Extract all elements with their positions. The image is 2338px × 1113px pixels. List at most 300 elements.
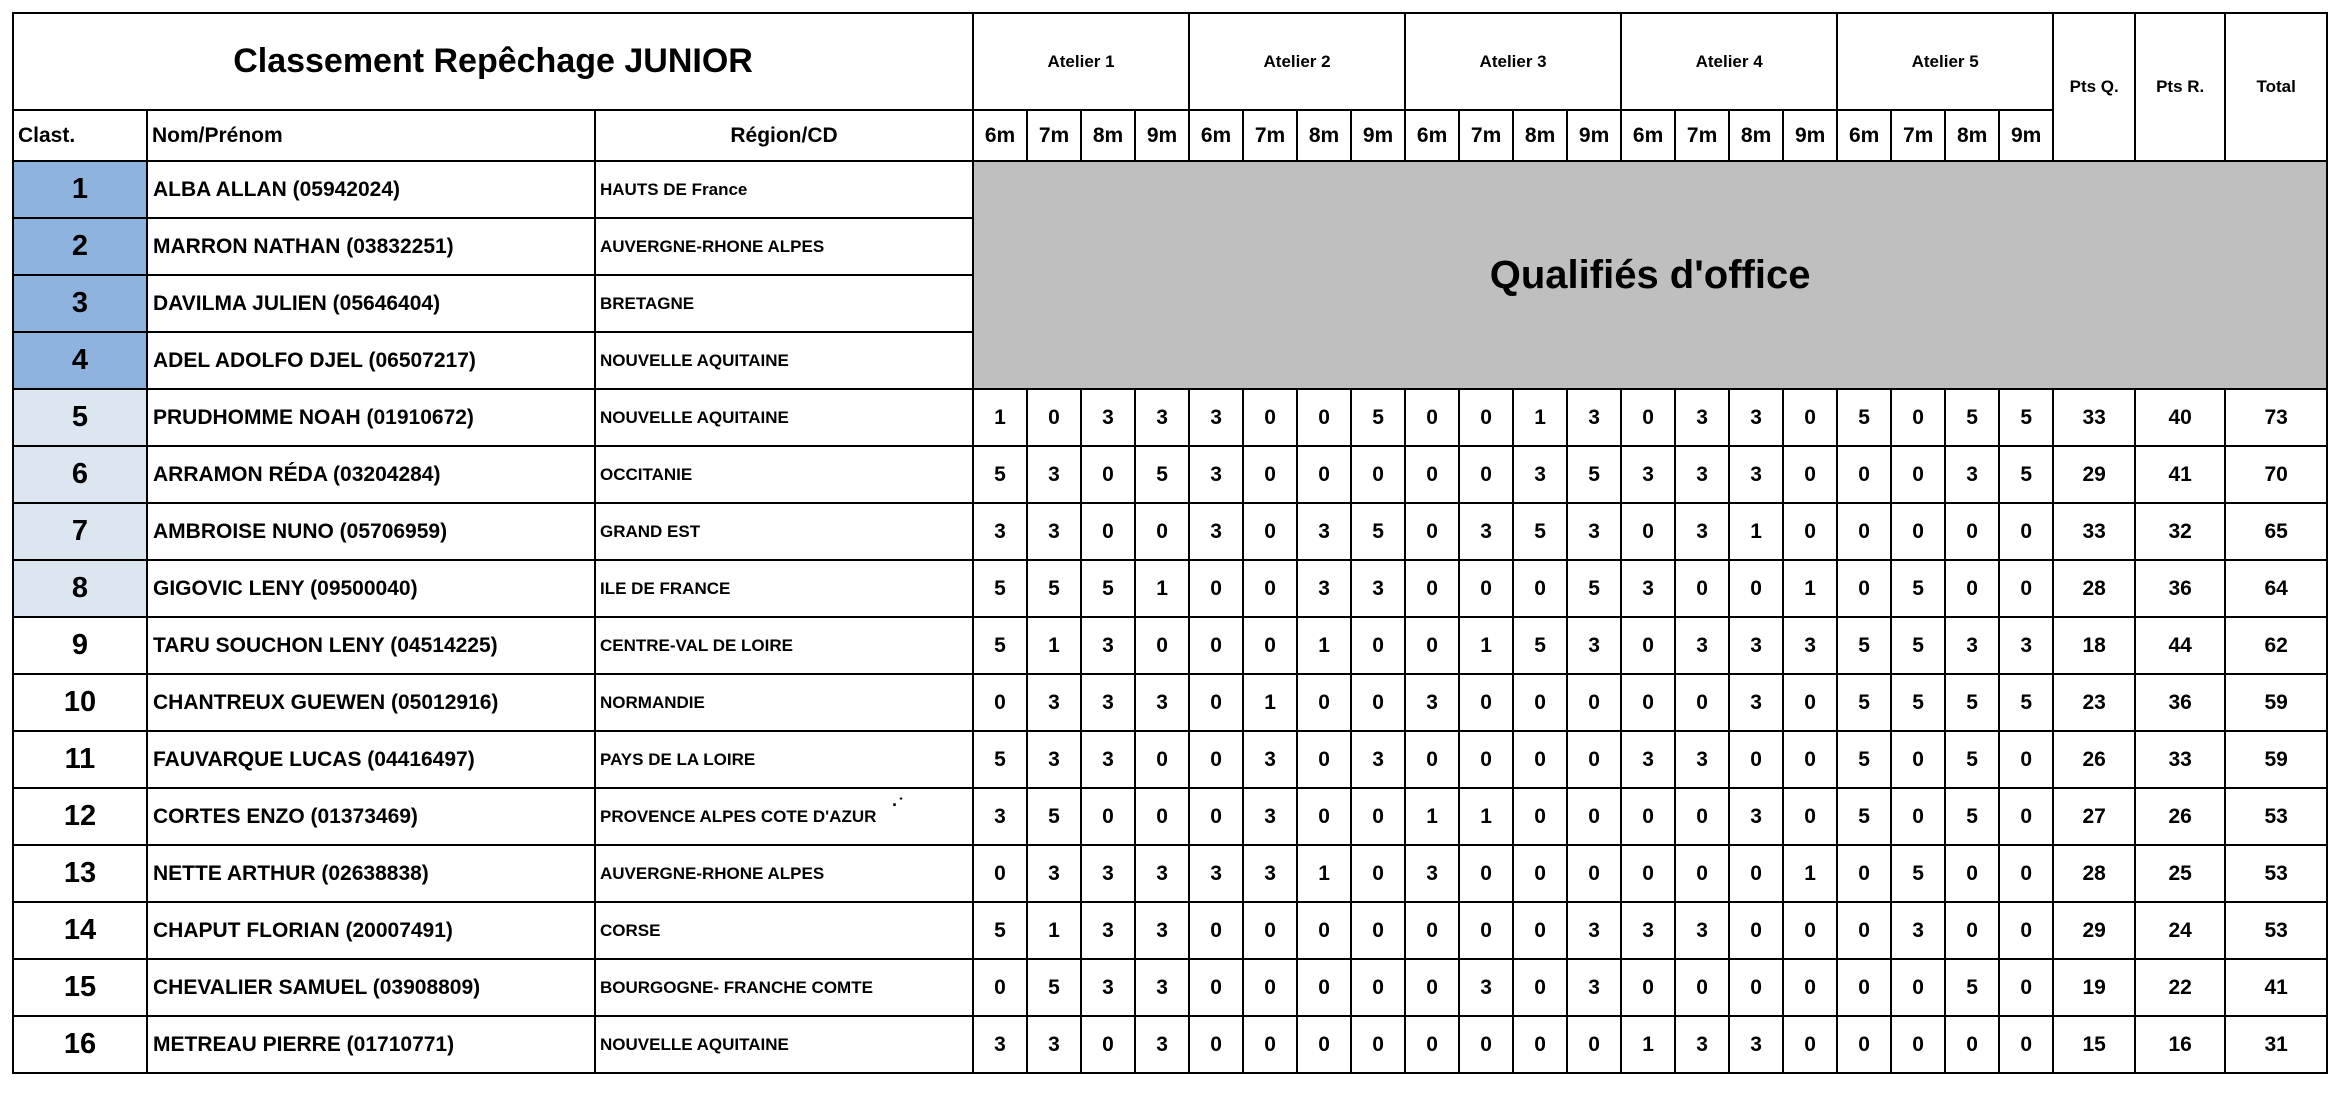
pts-r-cell: 44: [2135, 617, 2225, 674]
score-cell: 0: [1945, 902, 1999, 959]
atelier-1-header: Atelier 1: [973, 13, 1189, 110]
total-cell: 41: [2225, 959, 2327, 1016]
name-cell: ALBA ALLAN (05942024): [147, 161, 595, 218]
score-cell: 3: [1621, 560, 1675, 617]
score-cell: 3: [1729, 389, 1783, 446]
score-cell: 3: [1081, 902, 1135, 959]
distance-header: 8m: [1081, 110, 1135, 161]
score-cell: 0: [1297, 1016, 1351, 1073]
score-cell: 0: [1513, 731, 1567, 788]
score-cell: 3: [1675, 902, 1729, 959]
score-cell: 0: [973, 674, 1027, 731]
rank-cell: 3: [13, 275, 147, 332]
score-cell: 3: [1675, 1016, 1729, 1073]
pts-q-cell: 29: [2053, 902, 2135, 959]
score-cell: 0: [1459, 446, 1513, 503]
score-cell: 5: [1837, 389, 1891, 446]
score-cell: 1: [1027, 902, 1081, 959]
name-cell: METREAU PIERRE (01710771): [147, 1016, 595, 1073]
pts-r-cell: 24: [2135, 902, 2225, 959]
pts-r-cell: 22: [2135, 959, 2225, 1016]
score-cell: 3: [1081, 617, 1135, 674]
region-cell: BRETAGNE: [595, 275, 973, 332]
score-cell: 0: [1621, 503, 1675, 560]
score-cell: 3: [1729, 617, 1783, 674]
score-cell: 0: [1837, 1016, 1891, 1073]
score-cell: 0: [1243, 503, 1297, 560]
table-row: [13, 959, 2327, 1016]
score-cell: 1: [1297, 617, 1351, 674]
atelier-2-header: Atelier 2: [1189, 13, 1405, 110]
score-cell: 0: [1999, 503, 2053, 560]
score-cell: 5: [1351, 389, 1405, 446]
score-cell: 0: [1891, 1016, 1945, 1073]
score-cell: 0: [1999, 731, 2053, 788]
score-cell: 1: [1297, 845, 1351, 902]
score-cell: 5: [1351, 503, 1405, 560]
name-cell: CHEVALIER SAMUEL (03908809): [147, 959, 595, 1016]
score-cell: 3: [1243, 845, 1297, 902]
score-cell: 3: [1081, 845, 1135, 902]
region-cell: NORMANDIE: [595, 674, 973, 731]
score-cell: 0: [1243, 1016, 1297, 1073]
score-cell: 5: [1513, 503, 1567, 560]
score-cell: 0: [1351, 902, 1405, 959]
score-cell: 5: [1999, 389, 2053, 446]
pts-r-cell: 36: [2135, 674, 2225, 731]
score-cell: 3: [1405, 674, 1459, 731]
score-cell: 3: [1027, 845, 1081, 902]
score-cell: 0: [1135, 503, 1189, 560]
score-cell: 0: [1513, 788, 1567, 845]
name-cell: PRUDHOMME NOAH (01910672): [147, 389, 595, 446]
score-cell: 3: [1081, 731, 1135, 788]
total-cell: 62: [2225, 617, 2327, 674]
table-row: [13, 560, 2327, 617]
score-cell: 5: [973, 731, 1027, 788]
column-header-row: [13, 110, 2327, 161]
table-row: [13, 674, 2327, 731]
name-cell: FAUVARQUE LUCAS (04416497): [147, 731, 595, 788]
score-cell: 0: [1783, 674, 1837, 731]
score-cell: 0: [1945, 560, 1999, 617]
pts-q-cell: 26: [2053, 731, 2135, 788]
score-cell: 0: [1567, 1016, 1621, 1073]
region-cell: ILE DE FRANCE: [595, 560, 973, 617]
ranking-table: [12, 12, 2328, 1074]
score-cell: 0: [1243, 959, 1297, 1016]
pts-q-cell: 23: [2053, 674, 2135, 731]
region-cell: NOUVELLE AQUITAINE: [595, 1016, 973, 1073]
score-cell: 3: [1567, 959, 1621, 1016]
region-cell: PROVENCE ALPES COTE D'AZUR: [595, 788, 973, 845]
score-cell: 0: [1837, 845, 1891, 902]
score-cell: 3: [1135, 389, 1189, 446]
total-cell: 59: [2225, 731, 2327, 788]
score-cell: 5: [973, 902, 1027, 959]
distance-header: 8m: [1945, 110, 1999, 161]
score-cell: 0: [1513, 959, 1567, 1016]
score-cell: 0: [1999, 560, 2053, 617]
score-cell: 0: [1783, 503, 1837, 560]
score-cell: 0: [1729, 902, 1783, 959]
name-cell: GIGOVIC LENY (09500040): [147, 560, 595, 617]
score-cell: 3: [1405, 845, 1459, 902]
score-cell: 0: [1513, 1016, 1567, 1073]
score-cell: 0: [1621, 959, 1675, 1016]
rank-cell: 16: [13, 1016, 147, 1073]
pts-q-cell: 33: [2053, 389, 2135, 446]
score-cell: 0: [1891, 788, 1945, 845]
pts-q-cell: 15: [2053, 1016, 2135, 1073]
region-cell: CORSE: [595, 902, 973, 959]
score-cell: 0: [1081, 503, 1135, 560]
score-cell: 0: [1459, 674, 1513, 731]
score-cell: 5: [1945, 731, 1999, 788]
score-cell: 3: [1675, 503, 1729, 560]
score-cell: 0: [1513, 674, 1567, 731]
score-cell: 3: [1189, 389, 1243, 446]
score-cell: 5: [1891, 845, 1945, 902]
score-cell: 0: [1189, 902, 1243, 959]
score-cell: 1: [1135, 560, 1189, 617]
score-cell: 3: [1459, 503, 1513, 560]
score-cell: 0: [1783, 389, 1837, 446]
score-cell: 0: [1837, 560, 1891, 617]
score-cell: 0: [973, 959, 1027, 1016]
score-cell: 3: [1729, 788, 1783, 845]
score-cell: 0: [1567, 788, 1621, 845]
score-cell: 3: [1675, 446, 1729, 503]
score-cell: 5: [1891, 560, 1945, 617]
score-cell: 5: [1891, 674, 1945, 731]
score-cell: 0: [1783, 446, 1837, 503]
score-cell: 3: [1135, 959, 1189, 1016]
table-row: [13, 161, 2327, 218]
region-cell: PAYS DE LA LOIRE: [595, 731, 973, 788]
distance-header: 9m: [1135, 110, 1189, 161]
score-cell: 0: [1783, 902, 1837, 959]
score-cell: 0: [1729, 731, 1783, 788]
score-cell: 5: [1945, 389, 1999, 446]
score-cell: 0: [1999, 1016, 2053, 1073]
distance-header: 6m: [973, 110, 1027, 161]
score-cell: 3: [1459, 959, 1513, 1016]
score-cell: 0: [1459, 1016, 1513, 1073]
score-cell: 5: [973, 617, 1027, 674]
distance-header: 9m: [1351, 110, 1405, 161]
pts-r-cell: 16: [2135, 1016, 2225, 1073]
score-cell: 0: [1621, 845, 1675, 902]
rank-cell: 10: [13, 674, 147, 731]
distance-header: 6m: [1837, 110, 1891, 161]
atelier-4-header: Atelier 4: [1621, 13, 1837, 110]
distance-header: 8m: [1729, 110, 1783, 161]
region-cell: GRAND EST: [595, 503, 973, 560]
score-cell: 3: [1189, 845, 1243, 902]
score-cell: 0: [1405, 560, 1459, 617]
score-cell: 5: [1891, 617, 1945, 674]
score-cell: 3: [1351, 560, 1405, 617]
name-cell: DAVILMA JULIEN (05646404): [147, 275, 595, 332]
name-cell: ADEL ADOLFO DJEL (06507217): [147, 332, 595, 389]
score-cell: 5: [1027, 959, 1081, 1016]
total-cell: 70: [2225, 446, 2327, 503]
score-cell: 0: [1729, 959, 1783, 1016]
score-cell: 0: [1621, 389, 1675, 446]
score-cell: 0: [1243, 389, 1297, 446]
score-cell: 0: [1513, 902, 1567, 959]
score-cell: 0: [1243, 560, 1297, 617]
score-cell: 1: [1621, 1016, 1675, 1073]
pts-r-cell: 25: [2135, 845, 2225, 902]
score-cell: 3: [1729, 1016, 1783, 1073]
rank-cell: 6: [13, 446, 147, 503]
name-cell: ARRAMON RÉDA (03204284): [147, 446, 595, 503]
score-cell: 0: [1513, 560, 1567, 617]
rank-cell: 12: [13, 788, 147, 845]
distance-header: 9m: [1999, 110, 2053, 161]
score-cell: 5: [1999, 446, 2053, 503]
score-cell: 1: [1729, 503, 1783, 560]
total-header: Total: [2225, 13, 2327, 161]
score-cell: 0: [1135, 731, 1189, 788]
score-cell: 1: [1405, 788, 1459, 845]
region-cell: BOURGOGNE- FRANCHE COMTE: [595, 959, 973, 1016]
score-cell: 3: [1621, 902, 1675, 959]
score-cell: 3: [1567, 503, 1621, 560]
pts-q-cell: 28: [2053, 560, 2135, 617]
table-row: [13, 845, 2327, 902]
score-cell: 0: [973, 845, 1027, 902]
score-cell: 3: [1945, 617, 1999, 674]
score-cell: 0: [1783, 788, 1837, 845]
score-cell: 5: [1837, 788, 1891, 845]
score-cell: 0: [1189, 1016, 1243, 1073]
score-cell: 5: [1027, 788, 1081, 845]
score-cell: 0: [1189, 617, 1243, 674]
score-cell: 3: [1945, 446, 1999, 503]
pts-r-cell: 32: [2135, 503, 2225, 560]
score-cell: 3: [1513, 446, 1567, 503]
score-cell: 0: [1621, 674, 1675, 731]
score-cell: 3: [1135, 902, 1189, 959]
score-cell: 3: [1081, 959, 1135, 1016]
score-cell: 5: [1837, 731, 1891, 788]
score-cell: 0: [1459, 845, 1513, 902]
score-cell: 0: [1243, 617, 1297, 674]
score-cell: 3: [1081, 674, 1135, 731]
score-cell: 0: [1081, 446, 1135, 503]
score-cell: 0: [1297, 788, 1351, 845]
distance-header: 7m: [1027, 110, 1081, 161]
distance-header: 8m: [1513, 110, 1567, 161]
score-cell: 3: [1027, 446, 1081, 503]
region-cell: HAUTS DE France: [595, 161, 973, 218]
score-cell: 0: [1351, 788, 1405, 845]
score-cell: 0: [1405, 959, 1459, 1016]
table-row: [13, 389, 2327, 446]
table-row: [13, 731, 2327, 788]
rank-cell: 15: [13, 959, 147, 1016]
score-cell: 0: [1297, 959, 1351, 1016]
score-cell: 0: [1351, 845, 1405, 902]
score-cell: 3: [1189, 446, 1243, 503]
score-cell: 3: [1351, 731, 1405, 788]
score-cell: 3: [1675, 617, 1729, 674]
score-cell: 5: [1945, 788, 1999, 845]
score-cell: 0: [1837, 446, 1891, 503]
score-cell: 1: [973, 389, 1027, 446]
score-cell: 0: [1405, 731, 1459, 788]
score-cell: 0: [1945, 503, 1999, 560]
distance-header: 6m: [1189, 110, 1243, 161]
pts-q-cell: 19: [2053, 959, 2135, 1016]
distance-header: 7m: [1675, 110, 1729, 161]
distance-header: 7m: [1243, 110, 1297, 161]
score-cell: 0: [1837, 959, 1891, 1016]
score-cell: 0: [1405, 503, 1459, 560]
pts-q-cell: 33: [2053, 503, 2135, 560]
distance-header: 9m: [1567, 110, 1621, 161]
score-cell: 0: [1189, 674, 1243, 731]
score-cell: 3: [1027, 674, 1081, 731]
score-cell: 0: [1297, 902, 1351, 959]
score-cell: 3: [1135, 674, 1189, 731]
rank-cell: 5: [13, 389, 147, 446]
score-cell: 1: [1459, 617, 1513, 674]
score-cell: 3: [1621, 446, 1675, 503]
score-cell: 5: [1567, 446, 1621, 503]
score-cell: 3: [1243, 731, 1297, 788]
score-cell: 3: [1567, 902, 1621, 959]
score-cell: 0: [1567, 731, 1621, 788]
table-row: [13, 503, 2327, 560]
total-cell: 31: [2225, 1016, 2327, 1073]
region-cell: NOUVELLE AQUITAINE: [595, 389, 973, 446]
score-cell: 0: [1189, 560, 1243, 617]
pts-q-cell: 29: [2053, 446, 2135, 503]
score-cell: 0: [1837, 902, 1891, 959]
title-row: [13, 13, 2327, 110]
score-cell: 0: [1297, 731, 1351, 788]
score-cell: 0: [1351, 959, 1405, 1016]
rank-cell: 7: [13, 503, 147, 560]
rank-cell: 4: [13, 332, 147, 389]
total-cell: 65: [2225, 503, 2327, 560]
rank-cell: 13: [13, 845, 147, 902]
score-cell: 0: [1189, 731, 1243, 788]
name-cell: NETTE ARTHUR (02638838): [147, 845, 595, 902]
score-cell: 0: [1243, 902, 1297, 959]
score-cell: 0: [1675, 560, 1729, 617]
rank-cell: 14: [13, 902, 147, 959]
score-cell: 0: [1567, 674, 1621, 731]
score-cell: 1: [1027, 617, 1081, 674]
name-cell: CHANTREUX GUEWEN (05012916): [147, 674, 595, 731]
score-cell: 3: [1783, 617, 1837, 674]
score-cell: 0: [1675, 845, 1729, 902]
region-cell: OCCITANIE: [595, 446, 973, 503]
distance-header: 7m: [1891, 110, 1945, 161]
score-cell: 1: [1783, 845, 1837, 902]
name-cell: CORTES ENZO (01373469): [147, 788, 595, 845]
score-cell: 3: [1189, 503, 1243, 560]
pts-q-cell: 27: [2053, 788, 2135, 845]
score-cell: 0: [1945, 845, 1999, 902]
qualified-block: Qualifiés d'office: [973, 161, 2327, 389]
score-cell: 0: [1405, 389, 1459, 446]
total-cell: 73: [2225, 389, 2327, 446]
rank-cell: 2: [13, 218, 147, 275]
score-cell: 0: [1081, 788, 1135, 845]
score-cell: 0: [1621, 617, 1675, 674]
score-cell: 0: [1081, 1016, 1135, 1073]
region-cell: AUVERGNE-RHONE ALPES: [595, 218, 973, 275]
score-cell: 5: [1513, 617, 1567, 674]
pts-q-cell: 18: [2053, 617, 2135, 674]
pts-r-cell: 41: [2135, 446, 2225, 503]
total-cell: 53: [2225, 902, 2327, 959]
score-cell: 0: [1027, 389, 1081, 446]
score-cell: 0: [1945, 1016, 1999, 1073]
score-cell: 3: [1891, 902, 1945, 959]
score-cell: 0: [1459, 902, 1513, 959]
clast-header: Clast.: [13, 110, 147, 161]
score-cell: 0: [1351, 446, 1405, 503]
region-cell: NOUVELLE AQUITAINE: [595, 332, 973, 389]
atelier-5-header: Atelier 5: [1837, 13, 2053, 110]
score-cell: 0: [1891, 731, 1945, 788]
score-cell: 0: [1567, 845, 1621, 902]
score-cell: 3: [973, 1016, 1027, 1073]
score-cell: 0: [1459, 731, 1513, 788]
score-cell: 5: [1567, 560, 1621, 617]
score-cell: 0: [1405, 902, 1459, 959]
name-cell: CHAPUT FLORIAN (20007491): [147, 902, 595, 959]
distance-header: 7m: [1459, 110, 1513, 161]
score-cell: 0: [1459, 389, 1513, 446]
score-cell: 3: [1081, 389, 1135, 446]
score-cell: 0: [1891, 446, 1945, 503]
score-cell: 3: [1135, 845, 1189, 902]
page-title: Classement Repêchage JUNIOR: [13, 13, 973, 110]
score-cell: 5: [1081, 560, 1135, 617]
score-cell: 5: [1945, 959, 1999, 1016]
score-cell: 5: [973, 446, 1027, 503]
score-cell: 0: [1675, 788, 1729, 845]
score-cell: 3: [1567, 389, 1621, 446]
score-cell: 0: [1405, 1016, 1459, 1073]
total-cell: 59: [2225, 674, 2327, 731]
score-cell: 0: [1999, 845, 2053, 902]
rank-cell: 8: [13, 560, 147, 617]
score-cell: 0: [1783, 1016, 1837, 1073]
distance-header: 6m: [1621, 110, 1675, 161]
score-cell: 3: [1027, 503, 1081, 560]
score-cell: 0: [1243, 446, 1297, 503]
pts-r-cell: 36: [2135, 560, 2225, 617]
score-cell: 5: [1837, 674, 1891, 731]
pts-r-cell: 33: [2135, 731, 2225, 788]
region-header: Région/CD: [595, 110, 973, 161]
score-cell: 3: [1027, 731, 1081, 788]
score-cell: 3: [973, 503, 1027, 560]
score-cell: 0: [1999, 959, 2053, 1016]
name-cell: MARRON NATHAN (03832251): [147, 218, 595, 275]
pts-r-cell: 26: [2135, 788, 2225, 845]
score-cell: 0: [1783, 731, 1837, 788]
